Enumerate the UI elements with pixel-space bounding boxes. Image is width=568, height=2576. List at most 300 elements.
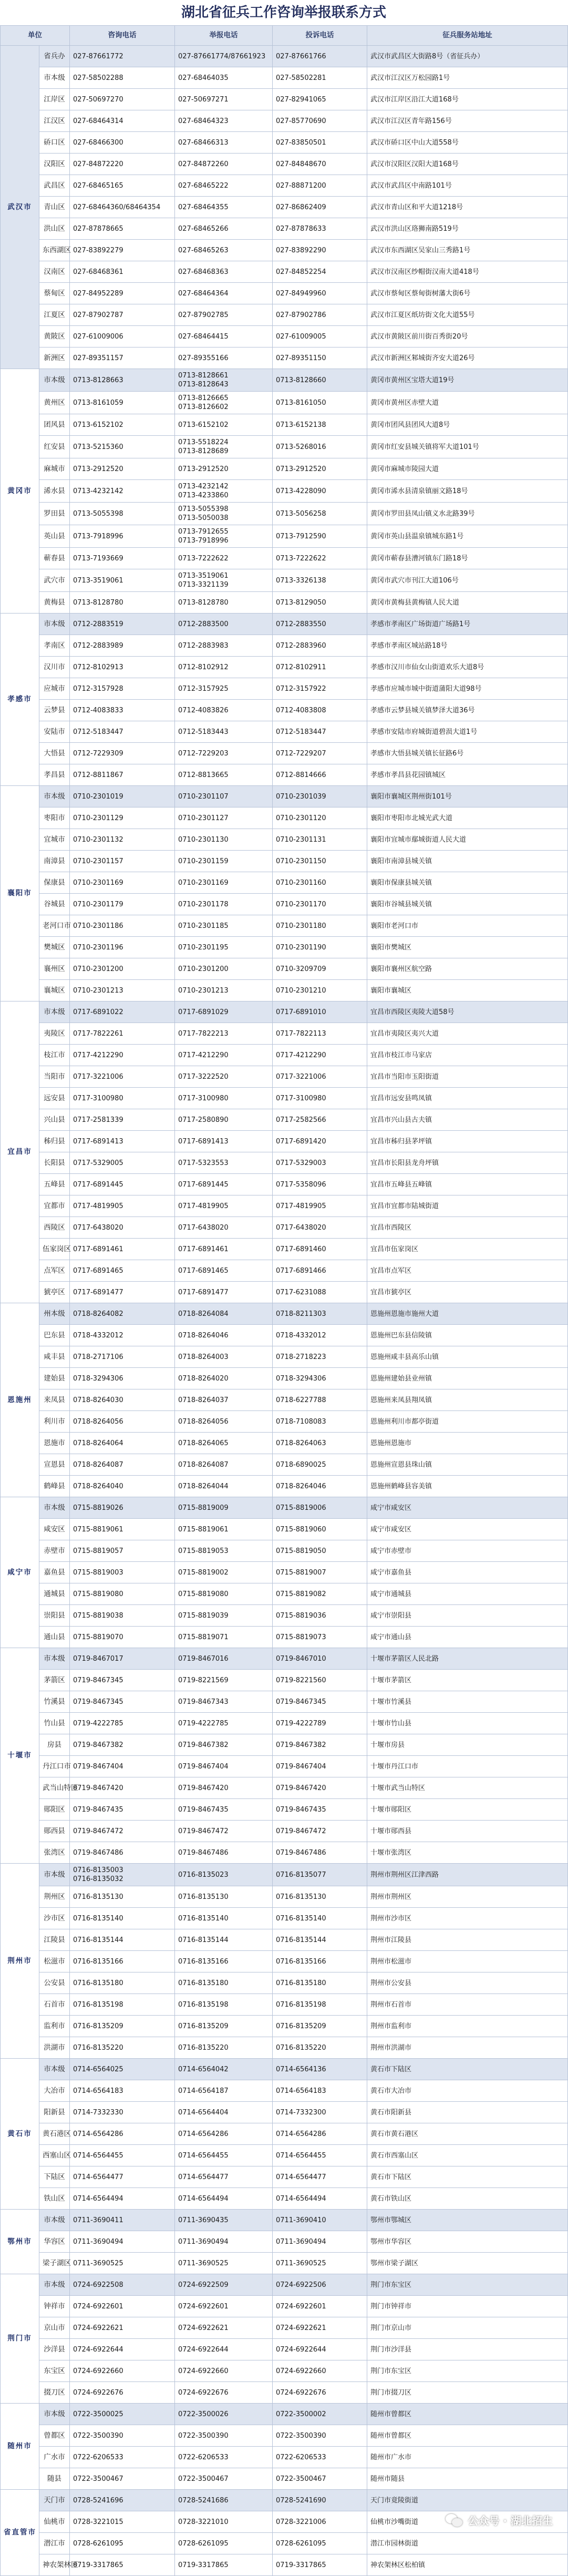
report-phone-cell: 0714-6564477 xyxy=(175,2166,273,2188)
consult-phone-cell: 0717-6891022 xyxy=(70,1001,175,1023)
report-phone-cell: 0722-3500390 xyxy=(175,2425,273,2447)
address-cell: 恩施州恩施市 xyxy=(367,1433,568,1454)
address-cell: 恩施州来凤县翔凤镇 xyxy=(367,1389,568,1411)
table-row xyxy=(1,1648,568,1670)
dept-cell: 市本级 xyxy=(39,67,70,89)
address-cell: 武汉市蔡甸区蔡甸街树藩大街6号 xyxy=(367,283,568,304)
complaint-phone-cell: 0719-8467404 xyxy=(273,1756,367,1777)
table-row xyxy=(1,1045,568,1066)
complaint-phone-cell: 0718-6227788 xyxy=(273,1389,367,1411)
report-phone-cell: 0717-6891461 xyxy=(175,1239,273,1260)
dept-cell: 市本级 xyxy=(39,2059,70,2080)
dept-cell: 钟祥市 xyxy=(39,2296,70,2317)
dept-cell: 郧西县 xyxy=(39,1821,70,1842)
complaint-phone-cell: 0716-8135077 xyxy=(273,1864,367,1886)
dept-cell: 安陆市 xyxy=(39,721,70,743)
complaint-phone-cell: 0719-8467486 xyxy=(273,1842,367,1864)
complaint-phone-cell: 0714-6564494 xyxy=(273,2188,367,2210)
address-cell: 黄石市铁山区 xyxy=(367,2188,568,2210)
consult-phone-cell: 0719-8467486 xyxy=(70,1842,175,1864)
report-phone-cell: 027-87902785 xyxy=(175,304,273,326)
consult-phone-cell: 0719-8467382 xyxy=(70,1734,175,1756)
table-row xyxy=(1,175,568,197)
dept-cell: 枣阳市 xyxy=(39,807,70,829)
table-row xyxy=(1,1066,568,1088)
address-cell: 襄阳市谷城县城关镇 xyxy=(367,894,568,915)
dept-cell: 大悟县 xyxy=(39,743,70,764)
dept-cell: 仙桃市 xyxy=(39,2511,70,2533)
table-row xyxy=(1,1476,568,1497)
consult-phone-cell: 0714-7332330 xyxy=(70,2102,175,2123)
dept-cell: 沙市区 xyxy=(39,1908,70,1929)
dept-cell: 赤壁市 xyxy=(39,1540,70,1562)
report-phone-cell: 0718-8264087 xyxy=(175,1454,273,1476)
dept-cell: 市本级 xyxy=(39,2404,70,2425)
complaint-phone-cell: 0710-2301160 xyxy=(273,872,367,894)
dept-cell: 保康县 xyxy=(39,872,70,894)
report-phone-cell: 0722-3500026 xyxy=(175,2404,273,2425)
consult-phone-cell: 0714-6564477 xyxy=(70,2166,175,2188)
address-cell: 荆州市公安县 xyxy=(367,1972,568,1994)
address-cell: 荆门市钟祥市 xyxy=(367,2296,568,2317)
report-phone-cell: 0714-6564494 xyxy=(175,2188,273,2210)
address-cell: 黄冈市蕲春县漕河镇东门路18号 xyxy=(367,548,568,569)
dept-cell: 市本级 xyxy=(39,1001,70,1023)
complaint-phone-cell: 027-84949960 xyxy=(273,283,367,304)
table-row xyxy=(1,1088,568,1109)
report-phone-cell: 027-50697271 xyxy=(175,89,273,110)
address-cell: 黄冈市黄梅县黄梅镇人民大道 xyxy=(367,592,568,614)
address-cell: 十堰市竹山县 xyxy=(367,1713,568,1734)
address-cell: 黄石市下陆区 xyxy=(367,2166,568,2188)
address-cell: 十堰市茅箭区人民北路 xyxy=(367,1648,568,1670)
report-phone-cell: 0713-5518224 0713-8128689 xyxy=(175,436,273,458)
table-row xyxy=(1,304,568,326)
report-phone-cell: 027-68468363 xyxy=(175,261,273,283)
complaint-phone-cell: 0722-6206533 xyxy=(273,2447,367,2468)
consult-phone-cell: 0719-8467472 xyxy=(70,1821,175,1842)
report-phone-cell: 0716-8135209 xyxy=(175,2016,273,2037)
report-phone-cell: 027-68464323 xyxy=(175,110,273,132)
consult-phone-cell: 027-68465165 xyxy=(70,175,175,197)
city-cell: 随州市 xyxy=(1,2404,39,2490)
consult-phone-cell: 0714-6564455 xyxy=(70,2145,175,2166)
table-row xyxy=(1,89,568,110)
consult-phone-cell: 0713-7193669 xyxy=(70,548,175,569)
complaint-phone-cell: 0712-2883550 xyxy=(273,614,367,635)
address-cell: 宜昌市秭归县茅坪镇 xyxy=(367,1131,568,1152)
consult-phone-cell: 0712-4083833 xyxy=(70,700,175,721)
complaint-phone-cell: 0715-8819006 xyxy=(273,1497,367,1519)
address-cell: 黄石市下陆区 xyxy=(367,2059,568,2080)
consult-phone-cell: 0728-3221015 xyxy=(70,2511,175,2533)
address-cell: 咸宁市通城县 xyxy=(367,1583,568,1605)
consult-phone-cell: 0714-6564286 xyxy=(70,2123,175,2145)
consult-phone-cell: 0715-8819080 xyxy=(70,1583,175,1605)
address-cell: 襄阳市老河口市 xyxy=(367,915,568,937)
dept-cell: 南漳县 xyxy=(39,851,70,872)
header-consult: 咨询电话 xyxy=(70,26,175,46)
address-cell: 武汉市青山区和平大道1218号 xyxy=(367,197,568,218)
consult-phone-cell: 0710-2301179 xyxy=(70,894,175,915)
consult-phone-cell: 0719-3317865 xyxy=(70,2554,175,2576)
consult-phone-cell: 0715-8819003 xyxy=(70,1562,175,1583)
consult-phone-cell: 0715-8819070 xyxy=(70,1627,175,1648)
consult-phone-cell: 0710-2301213 xyxy=(70,980,175,1001)
table-row xyxy=(1,1152,568,1174)
table-row xyxy=(1,1951,568,1972)
address-cell: 十堰市丹江口市 xyxy=(367,1756,568,1777)
consult-phone-cell: 0712-7229309 xyxy=(70,743,175,764)
report-phone-cell: 0710-2301127 xyxy=(175,807,273,829)
consult-phone-cell: 0712-2883989 xyxy=(70,635,175,657)
report-phone-cell: 0719-8467486 xyxy=(175,1842,273,1864)
complaint-phone-cell: 0722-3500002 xyxy=(273,2404,367,2425)
table-row xyxy=(1,1670,568,1691)
complaint-phone-cell: 0716-8135180 xyxy=(273,1972,367,1994)
consult-phone-cell: 027-87878665 xyxy=(70,218,175,240)
consult-phone-cell: 0710-2301196 xyxy=(70,937,175,958)
report-phone-cell: 0719-4222785 xyxy=(175,1713,273,1734)
address-cell: 黄冈市团风县团风大道8号 xyxy=(367,414,568,436)
consult-phone-cell: 0713-2912520 xyxy=(70,458,175,480)
address-cell: 恩施州巴东县信陵镇 xyxy=(367,1325,568,1346)
table-row xyxy=(1,1756,568,1777)
dept-cell: 西塞山区 xyxy=(39,2145,70,2166)
address-cell: 鄂州市华容区 xyxy=(367,2231,568,2253)
wechat-icon xyxy=(446,2513,463,2528)
dept-cell: 樊城区 xyxy=(39,937,70,958)
dept-cell: 云梦县 xyxy=(39,700,70,721)
consult-phone-cell: 0710-2301200 xyxy=(70,958,175,980)
table-row xyxy=(1,1994,568,2016)
address-cell: 咸宁市崇阳县 xyxy=(367,1605,568,1627)
dept-cell: 张湾区 xyxy=(39,1842,70,1864)
consult-phone-cell: 0724-6922644 xyxy=(70,2339,175,2360)
complaint-phone-cell: 0710-2301190 xyxy=(273,937,367,958)
header-unit: 单位 xyxy=(1,26,70,46)
consult-phone-cell: 0716-8135003 0716-8135032 xyxy=(70,1864,175,1886)
header-address: 征兵服务站地址 xyxy=(367,26,568,46)
consult-phone-cell: 0710-2301132 xyxy=(70,829,175,851)
complaint-phone-cell: 0718-2718223 xyxy=(273,1346,367,1368)
dept-cell: 汉川市 xyxy=(39,657,70,678)
address-cell: 武汉市汉阳区汉阳大道168号 xyxy=(367,154,568,175)
dept-cell: 西陵区 xyxy=(39,1217,70,1239)
table-row xyxy=(1,1174,568,1195)
address-cell: 黄石市阳新县 xyxy=(367,2102,568,2123)
dept-cell: 竹山县 xyxy=(39,1713,70,1734)
table-row xyxy=(1,1777,568,1799)
table-row xyxy=(1,2468,568,2490)
complaint-phone-cell: 0712-8814666 xyxy=(273,764,367,786)
consult-phone-cell: 0719-8467420 xyxy=(70,1777,175,1799)
report-phone-cell: 0719-3317865 xyxy=(175,2554,273,2576)
complaint-phone-cell: 0719-8467435 xyxy=(273,1799,367,1821)
address-cell: 咸宁市赤壁市 xyxy=(367,1540,568,1562)
consult-phone-cell: 0718-3294306 xyxy=(70,1368,175,1389)
address-cell: 武汉市洪山区珞狮南路519号 xyxy=(367,218,568,240)
complaint-phone-cell: 0713-2912520 xyxy=(273,458,367,480)
complaint-phone-cell: 0712-3157922 xyxy=(273,678,367,700)
address-cell: 武汉市新洲区邾城街齐安大道26号 xyxy=(367,347,568,369)
address-cell: 孝感市孝南区城站路18号 xyxy=(367,635,568,657)
consult-phone-cell: 0717-6438020 xyxy=(70,1217,175,1239)
consult-phone-cell: 0713-5055398 xyxy=(70,503,175,525)
consult-phone-cell: 0713-5215360 xyxy=(70,436,175,458)
city-cell: 黄石市 xyxy=(1,2059,39,2210)
table-row xyxy=(1,2360,568,2382)
report-phone-cell: 0719-8467420 xyxy=(175,1777,273,1799)
report-phone-cell: 0716-8135198 xyxy=(175,1994,273,2016)
report-phone-cell: 0710-2301159 xyxy=(175,851,273,872)
report-phone-cell: 0722-3500467 xyxy=(175,2468,273,2490)
report-phone-cell: 0717-7822213 xyxy=(175,1023,273,1045)
consult-phone-cell: 0724-6922508 xyxy=(70,2274,175,2296)
table-row xyxy=(1,2080,568,2102)
address-cell: 宜昌市点军区 xyxy=(367,1260,568,1282)
table-row xyxy=(1,2102,568,2123)
report-phone-cell: 0718-8264084 xyxy=(175,1303,273,1325)
table-row xyxy=(1,2425,568,2447)
consult-phone-cell: 0718-8264056 xyxy=(70,1411,175,1433)
address-cell: 恩施州建始县业州镇 xyxy=(367,1368,568,1389)
table-row xyxy=(1,937,568,958)
table-row xyxy=(1,1691,568,1713)
dept-cell: 英山县 xyxy=(39,525,70,548)
table-row xyxy=(1,1886,568,1908)
consult-phone-cell: 027-84872220 xyxy=(70,154,175,175)
table-row xyxy=(1,1627,568,1648)
report-phone-cell: 0715-8819002 xyxy=(175,1562,273,1583)
complaint-phone-cell: 027-83892290 xyxy=(273,240,367,261)
address-cell: 宜昌市当阳市玉阳街道 xyxy=(367,1066,568,1088)
table-row xyxy=(1,1131,568,1152)
table-row xyxy=(1,347,568,369)
dept-cell: 秭归县 xyxy=(39,1131,70,1152)
dept-cell: 市本级 xyxy=(39,2274,70,2296)
address-cell: 天门市竟陵街道 xyxy=(367,2490,568,2511)
report-phone-cell: 0713-8126665 0713-8126602 xyxy=(175,392,273,414)
dept-cell: 随县 xyxy=(39,2468,70,2490)
report-phone-cell: 0716-8135166 xyxy=(175,1951,273,1972)
table-row xyxy=(1,1260,568,1282)
report-phone-cell: 0713-2912520 xyxy=(175,458,273,480)
table-row xyxy=(1,197,568,218)
table-row xyxy=(1,1109,568,1131)
table-row xyxy=(1,1821,568,1842)
table-row xyxy=(1,1389,568,1411)
address-cell: 黄冈市罗田县凤山镇义水北路39号 xyxy=(367,503,568,525)
report-phone-cell: 027-68465222 xyxy=(175,175,273,197)
complaint-phone-cell: 0718-7108083 xyxy=(273,1411,367,1433)
report-phone-cell: 0710-2301213 xyxy=(175,980,273,1001)
consult-phone-cell: 0719-8467345 xyxy=(70,1670,175,1691)
dept-cell: 广水市 xyxy=(39,2447,70,2468)
address-cell: 随州市曾都区 xyxy=(367,2404,568,2425)
dept-cell: 沙洋县 xyxy=(39,2339,70,2360)
address-cell: 潜江市园林街道 xyxy=(367,2533,568,2554)
consult-phone-cell: 0712-8102913 xyxy=(70,657,175,678)
consult-phone-cell: 0713-8128663 xyxy=(70,369,175,392)
table-row xyxy=(1,1001,568,1023)
address-cell: 恩施州咸丰县高乐山镇 xyxy=(367,1346,568,1368)
dept-cell: 掇刀区 xyxy=(39,2382,70,2404)
dept-cell: 市本级 xyxy=(39,1497,70,1519)
table-row xyxy=(1,1282,568,1303)
city-cell: 孝感市 xyxy=(1,614,39,786)
table-row xyxy=(1,807,568,829)
table-row xyxy=(1,480,568,503)
consult-phone-cell: 0717-6891465 xyxy=(70,1260,175,1282)
address-cell: 武汉市东西湖区吴家山三秀路1号 xyxy=(367,240,568,261)
complaint-phone-cell: 0713-7912590 xyxy=(273,525,367,548)
complaint-phone-cell: 0714-6564477 xyxy=(273,2166,367,2188)
consult-phone-cell: 027-68468361 xyxy=(70,261,175,283)
report-phone-cell: 0724-6922644 xyxy=(175,2339,273,2360)
consult-phone-cell: 0716-8135130 xyxy=(70,1886,175,1908)
complaint-phone-cell: 0710-2301180 xyxy=(273,915,367,937)
table-row xyxy=(1,2188,568,2210)
table-row xyxy=(1,2145,568,2166)
table-row xyxy=(1,392,568,414)
complaint-phone-cell: 0714-6564183 xyxy=(273,2080,367,2102)
dept-cell: 曾都区 xyxy=(39,2425,70,2447)
complaint-phone-cell: 0714-6564286 xyxy=(273,2123,367,2145)
table-row xyxy=(1,1583,568,1605)
consult-phone-cell: 027-61009006 xyxy=(70,326,175,347)
complaint-phone-cell: 0713-8161050 xyxy=(273,392,367,414)
address-cell: 仙桃市沙嘴街道 xyxy=(367,2511,568,2533)
address-cell: 神农架林区松柏镇 xyxy=(367,2554,568,2576)
table-row xyxy=(1,614,568,635)
contact-table xyxy=(0,25,568,2576)
table-row xyxy=(1,2554,568,2576)
dept-cell: 硚口区 xyxy=(39,132,70,154)
table-row xyxy=(1,915,568,937)
dept-cell: 谷城县 xyxy=(39,894,70,915)
address-cell: 襄阳市襄城区荆州街101号 xyxy=(367,786,568,807)
table-row xyxy=(1,283,568,304)
city-cell: 襄阳市 xyxy=(1,786,39,1001)
consult-phone-cell: 0715-8819061 xyxy=(70,1519,175,1540)
dept-cell: 市本级 xyxy=(39,2210,70,2231)
report-phone-cell: 0710-2301200 xyxy=(175,958,273,980)
dept-cell: 丹江口市 xyxy=(39,1756,70,1777)
report-phone-cell: 0724-6922509 xyxy=(175,2274,273,2296)
table-row xyxy=(1,1734,568,1756)
dept-cell: 当阳市 xyxy=(39,1066,70,1088)
address-cell: 十堰市竹溪县 xyxy=(367,1691,568,1713)
report-phone-cell: 0710-2301195 xyxy=(175,937,273,958)
report-phone-cell: 0713-7222622 xyxy=(175,548,273,569)
dept-cell: 蔡甸区 xyxy=(39,283,70,304)
consult-phone-cell: 0713-7918996 xyxy=(70,525,175,548)
report-phone-cell: 0716-8135023 xyxy=(175,1864,273,1886)
report-phone-cell: 0718-8264065 xyxy=(175,1433,273,1454)
consult-phone-cell: 0719-8467345 xyxy=(70,1691,175,1713)
address-cell: 宜昌市长阳县龙舟坪镇 xyxy=(367,1152,568,1174)
report-phone-cell: 0713-4232142 0713-4233860 xyxy=(175,480,273,503)
consult-phone-cell: 0728-5241696 xyxy=(70,2490,175,2511)
dept-cell: 汉阳区 xyxy=(39,154,70,175)
complaint-phone-cell: 0724-6922621 xyxy=(273,2317,367,2339)
consult-phone-cell: 027-68466300 xyxy=(70,132,175,154)
dept-cell: 巴东县 xyxy=(39,1325,70,1346)
consult-phone-cell: 0714-6564025 xyxy=(70,2059,175,2080)
report-phone-cell: 0722-6206533 xyxy=(175,2447,273,2468)
dept-cell: 监利市 xyxy=(39,2016,70,2037)
complaint-phone-cell: 027-83850501 xyxy=(273,132,367,154)
report-phone-cell: 027-89355166 xyxy=(175,347,273,369)
complaint-phone-cell: 0724-6922506 xyxy=(273,2274,367,2296)
complaint-phone-cell: 0719-8467382 xyxy=(273,1734,367,1756)
consult-phone-cell: 0724-6922601 xyxy=(70,2296,175,2317)
table-row xyxy=(1,2231,568,2253)
address-cell: 荆门市京山市 xyxy=(367,2317,568,2339)
report-phone-cell: 0712-2883983 xyxy=(175,635,273,657)
dept-cell: 京山市 xyxy=(39,2317,70,2339)
complaint-phone-cell: 0724-6922644 xyxy=(273,2339,367,2360)
address-cell: 黄冈市黄州区宝塔大道19号 xyxy=(367,369,568,392)
dept-cell: 红安县 xyxy=(39,436,70,458)
consult-phone-cell: 0724-6922621 xyxy=(70,2317,175,2339)
complaint-phone-cell: 0718-8264063 xyxy=(273,1433,367,1454)
complaint-phone-cell: 0713-8129050 xyxy=(273,592,367,614)
address-cell: 武汉市汉南区纱帽街汉南大道418号 xyxy=(367,261,568,283)
report-phone-cell: 0717-6891445 xyxy=(175,1174,273,1195)
dept-cell: 崇阳县 xyxy=(39,1605,70,1627)
report-phone-cell: 0710-2301130 xyxy=(175,829,273,851)
table-row xyxy=(1,2253,568,2274)
table-row xyxy=(1,2339,568,2360)
complaint-phone-cell: 0710-3209709 xyxy=(273,958,367,980)
complaint-phone-cell: 027-88871200 xyxy=(273,175,367,197)
consult-phone-cell: 0722-3500467 xyxy=(70,2468,175,2490)
report-phone-cell: 0713-8128661 0713-8128643 xyxy=(175,369,273,392)
dept-cell: 宜都市 xyxy=(39,1195,70,1217)
address-cell: 荆州市沙市区 xyxy=(367,1908,568,1929)
dept-cell: 江岸区 xyxy=(39,89,70,110)
table-row xyxy=(1,458,568,480)
dept-cell: 汉南区 xyxy=(39,261,70,283)
table-row xyxy=(1,1519,568,1540)
report-phone-cell: 027-68465266 xyxy=(175,218,273,240)
complaint-phone-cell: 0712-8102911 xyxy=(273,657,367,678)
consult-phone-cell: 0713-8128780 xyxy=(70,592,175,614)
consult-phone-cell: 0717-6891413 xyxy=(70,1131,175,1152)
complaint-phone-cell: 027-87878633 xyxy=(273,218,367,240)
complaint-phone-cell: 0713-5268016 xyxy=(273,436,367,458)
dept-cell: 来凤县 xyxy=(39,1389,70,1411)
consult-phone-cell: 0718-8264064 xyxy=(70,1433,175,1454)
address-cell: 荆州市江陵县 xyxy=(367,1929,568,1951)
consult-phone-cell: 027-87902787 xyxy=(70,304,175,326)
report-phone-cell: 0719-8467435 xyxy=(175,1799,273,1821)
report-phone-cell: 0712-5183443 xyxy=(175,721,273,743)
consult-phone-cell: 0728-6261095 xyxy=(70,2533,175,2554)
report-phone-cell: 027-68464355 xyxy=(175,197,273,218)
complaint-phone-cell: 0719-4222789 xyxy=(273,1713,367,1734)
table-row xyxy=(1,635,568,657)
dept-cell: 省兵办 xyxy=(39,46,70,67)
report-phone-cell: 0715-8819080 xyxy=(175,1583,273,1605)
report-phone-cell: 027-68465263 xyxy=(175,240,273,261)
consult-phone-cell: 0715-8819038 xyxy=(70,1605,175,1627)
table-row xyxy=(1,678,568,700)
consult-phone-cell: 0718-8264087 xyxy=(70,1454,175,1476)
table-row xyxy=(1,2123,568,2145)
